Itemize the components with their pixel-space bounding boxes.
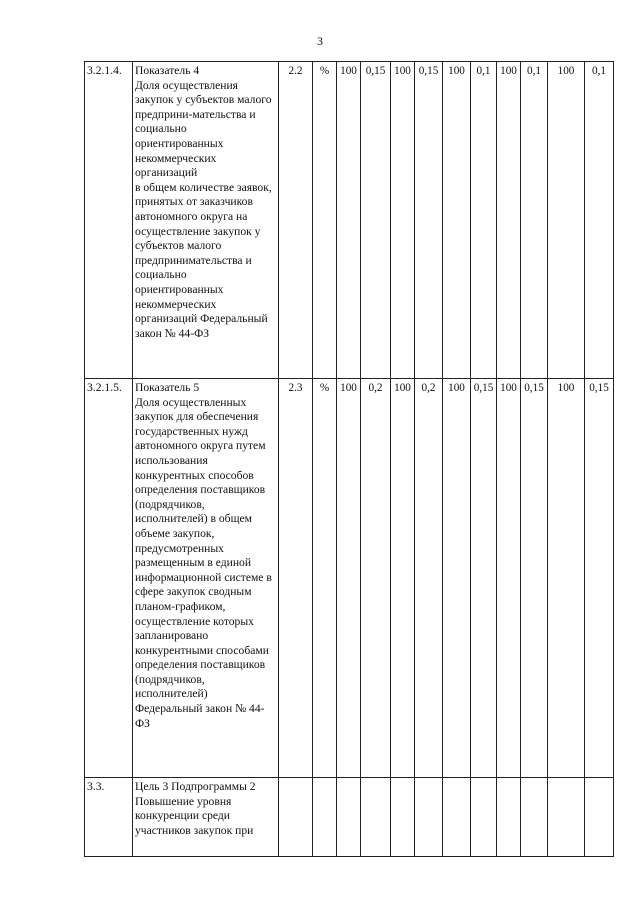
indicator-name: Цель 3 Подпрограммы 2 Повышение уровня конкуренции среди участников закупок при (133, 778, 279, 857)
value-cell (279, 778, 313, 857)
value-cell: 100 (337, 62, 361, 379)
value-cell: 0,15 (585, 379, 614, 778)
value-cell: 0,1 (521, 62, 548, 379)
table-row (85, 62, 614, 379)
table-row (85, 778, 614, 857)
value-cell: % (313, 62, 337, 379)
indicators-table (84, 61, 614, 857)
value-cell: 0,2 (361, 379, 391, 778)
value-cell: 0,15 (361, 62, 391, 379)
table-row (85, 379, 614, 778)
value-cell: 100 (497, 62, 521, 379)
value-cell: 100 (391, 62, 415, 379)
value-cell (548, 778, 585, 857)
value-cell: 0,1 (471, 62, 497, 379)
page-number: 3 (317, 34, 323, 48)
value-cell: 0,2 (415, 379, 443, 778)
value-cell: 100 (497, 379, 521, 778)
value-cell (471, 778, 497, 857)
value-cell: 0,15 (471, 379, 497, 778)
value-cell (443, 778, 471, 857)
value-cell (521, 778, 548, 857)
row-number: 3.3. (85, 778, 133, 857)
value-cell: 0,1 (585, 62, 614, 379)
value-cell (391, 778, 415, 857)
value-cell (361, 778, 391, 857)
value-cell: % (313, 379, 337, 778)
indicator-name: Показатель 5 Доля осуществленных закупок для обеспечения государственных нужд автономного округа путем использования конкурентных способов определения поставщиков (подрядчиков, исполнителей) в общем объеме закупок, предусмотренных размещенным в единой информационной системе в сфере закупок сводным планом-графиком, осуществление которых запланировано конкурентными способами определения поставщиков (подрядчиков, исполнителей) Федеральный закон № 44-ФЗ (133, 379, 279, 778)
value-cell: 2.2 (279, 62, 313, 379)
value-cell: 100 (548, 62, 585, 379)
value-cell (415, 778, 443, 857)
value-cell (497, 778, 521, 857)
row-number: 3.2.1.5. (85, 379, 133, 778)
table-body (85, 62, 614, 857)
value-cell: 100 (443, 62, 471, 379)
value-cell (313, 778, 337, 857)
value-cell: 100 (337, 379, 361, 778)
value-cell: 100 (548, 379, 585, 778)
value-cell: 2.3 (279, 379, 313, 778)
value-cell (337, 778, 361, 857)
indicator-name: Показатель 4 Доля осуществления закупок у субъектов малого предприни-мательства и социально ориентированных некоммерческих организаций в общем количестве заявок, принятых от заказчиков автономного округа на осуществление закупок у субъектов малого предпринимательства и социально ориентированных некоммерческих организаций Федеральный закон № 44-ФЗ (133, 62, 279, 379)
value-cell: 0,15 (521, 379, 548, 778)
row-number: 3.2.1.4. (85, 62, 133, 379)
value-cell: 100 (391, 379, 415, 778)
value-cell (585, 778, 614, 857)
value-cell: 0,15 (415, 62, 443, 379)
value-cell: 100 (443, 379, 471, 778)
